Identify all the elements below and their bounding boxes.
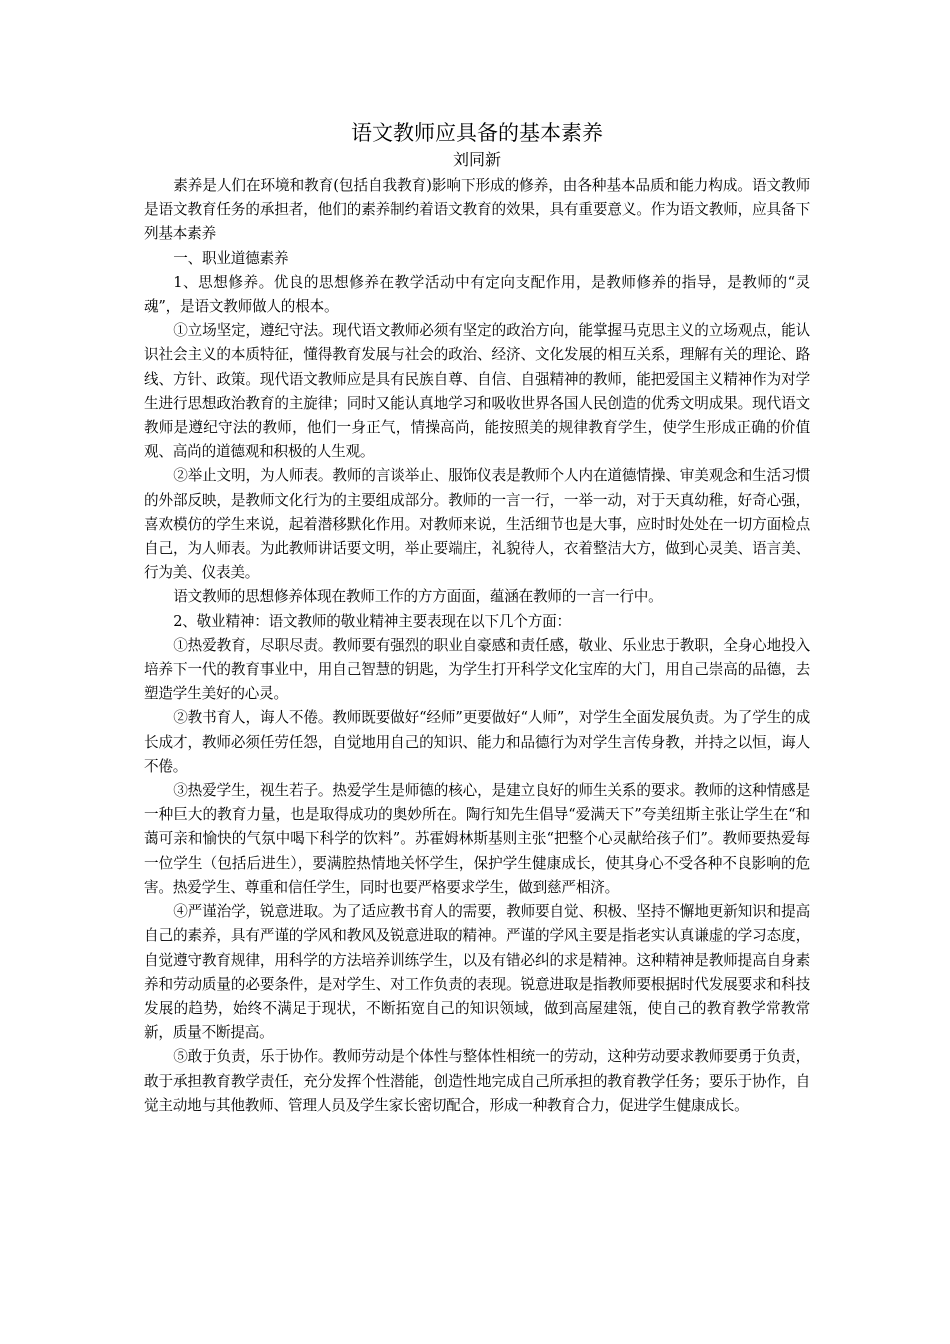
paragraph-love-education: ①热爱教育，尽职尽责。教师要有强烈的职业自豪感和责任感，敬业、乐业忠于教职，全身心地投入培养下一代的教育事业中，用自己智慧的钥匙，为学生打开科学文化宝库的大门，用自己崇高的品德，去塑造学生美好的心灵。 — [144, 636, 810, 703]
document-author: 刘同新 — [452, 150, 501, 169]
paragraph-responsibility-cooperation: ⑤敢于负责，乐于协作。教师劳动是个体性与整体性相统一的劳动，这种劳动要求教师要勇于负责，敢于承担教育教学责任，充分发挥个性潜能，创造性地完成自己所承担的教育教学任务；要乐于协作，自觉主动地与其他教师、管理人员及学生家长密切配合，形成一种教育合力，促进学生健康成长。 — [144, 1048, 810, 1114]
paragraph-love-students: ③热爱学生，视生若子。热爱学生是师德的核心，是建立良好的师生关系的要求。教师的这种情感是一种巨大的教育力量，也是取得成功的奥妙所在。陶行知先生倡导“爱满天下”夸美纽斯主张让学生在“和蔼可亲和愉快的气氛中喝下科学的饮料”。苏霍姆林斯基则主张“把整个心灵献给孩子们”。教师要热爱每一位学生（包括后进生），要满腔热情地关怀学生，保护学生健康成长，使其身心不受各种不良影响的危害。热爱学生、尊重和信任学生，同时也要严格要求学生，做到慈严相济。 — [144, 782, 810, 896]
section-heading-professional-ethics: 一、职业道德素养 — [173, 249, 289, 267]
paragraph-civilized-behavior: ②举止文明，为人师表。教师的言谈举止、服饰仪表是教师个人内在道德情操、审美观念和生活习惯的外部反映，是教师文化行为的主要组成部分。教师的一言一行，一举一动，对于天真幼稚，好奇心强，喜欢模仿的学生来说，起着潜移默化作用。对教师来说，生活细节也是大事，应时时处处在一切方面检点自己，为人师表。为此教师讲话要文明，举止要端庄，礼貌待人，衣着整洁大方，做到心灵美、语言美、行为美、仪表美。 — [144, 467, 810, 582]
paragraph-dedication-heading: 2、敬业精神：语文教师的敬业精神主要表现在以下几个方面： — [173, 612, 571, 630]
paragraph-firm-stance: ①立场坚定，遵纪守法。现代语文教师必须有坚定的政治方向，能掌握马克思主义的立场观点，能认识社会主义的本质特征，懂得教育发展与社会的政治、经济、文化发展的相互关系，理解有关的理论、路线、方针、政策。现代语文教师应是具有民族自尊、自信、自强精神的教师，能把爱国主义精神作为对学生进行思想政治教育的主旋律；同时又能认真地学习和吸收世界各国人民创造的优秀文明成果。现代语文教师是遵纪守法的教师，他们一身正气，情操高尚，能按照美的规律教育学生，使学生形成正确的价值观、高尚的道德观和积极的人生观。 — [144, 322, 810, 461]
paragraph-intro: 素养是人们在环境和教育(包括自我教育)影响下形成的修养，由各种基本品质和能力构成。语文教师是语文教育任务的承担者，他们的素养制约着语文教育的效果，具有重要意义。作为语文教师，应具备下列基本素养 — [144, 177, 810, 243]
paragraph-teaching-educating: ②教书育人，诲人不倦。教师既要做好“经师”更要做好“人师”，对学生全面发展负责。为了学生的成长成才，教师必须任劳任怨，自觉地用自己的知识、能力和品德行为对学生言传身教，并持之以恒，诲人不倦。 — [144, 709, 810, 775]
document-title: 语文教师应具备的基本素养 — [351, 121, 603, 145]
paragraph-ideological-cultivation: 1、思想修养。优良的思想修养在教学活动中有定向支配作用，是教师修养的指导，是教师的“灵魂”，是语文教师做人的根本。 — [144, 273, 810, 316]
paragraph-cultivation-summary: 语文教师的思想修养体现在教师工作的方方面面，蕴涵在教师的一言一行中。 — [173, 588, 663, 606]
document-page — [144, 118, 810, 1118]
paragraph-rigorous-scholarship: ④严谨治学，锐意进取。为了适应教书育人的需要，教师要自觉、积极、坚持不懈地更新知识和提高自己的素养，具有严谨的学风和教风及锐意进取的精神。严谨的学风主要是指老实认真谦虚的学习态度，自觉遵守教育规律，用科学的方法培养训练学生，以及有错必纠的求是精神。这种精神是教师提高自身素养和劳动质量的必要条件，是对学生、对工作负责的表现。锐意进取是指教师要根据时代发展要求和科技发展的趋势，始终不满足于现状，不断拓宽自己的知识领域，做到高屋建瓴，使自己的教育教学常教常新，质量不断提高。 — [144, 903, 810, 1042]
